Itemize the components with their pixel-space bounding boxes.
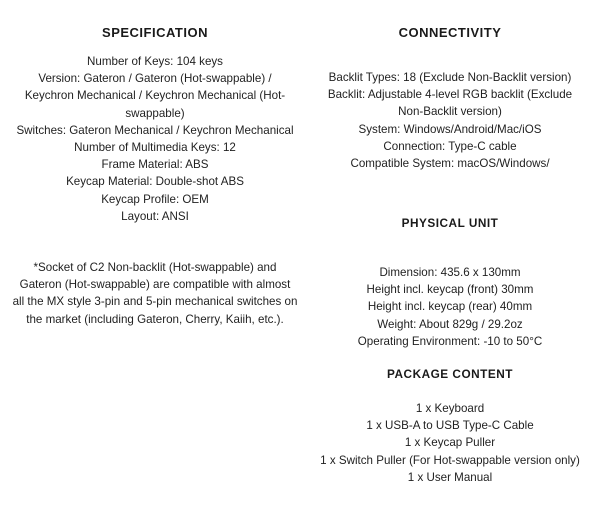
physical-unit-heading: PHYSICAL UNIT [401, 216, 499, 230]
spec-line: Number of Keys: 104 keys [87, 55, 223, 68]
note-line: *Socket of C2 Non-backlit (Hot-swappable) and [33, 261, 277, 274]
package-line: 1 x User Manual [407, 470, 493, 484]
connectivity-line: System: Windows/Android/Mac/iOS [358, 122, 542, 136]
connectivity-heading: CONNECTIVITY [398, 25, 502, 40]
package-content-list [300, 400, 600, 486]
compatibility-note [6, 259, 304, 328]
physical-line: Dimension: 435.6 x 130mm [379, 266, 521, 279]
spec-line: Keycap Profile: OEM [101, 192, 209, 206]
spec-line: Keychron Mechanical / Keychron Mechanical (Hot- [24, 89, 286, 103]
package-line: 1 x Keycap Puller [404, 436, 496, 450]
spec-line: Version: Gateron / Gateron (Hot-swappable) / [38, 72, 272, 86]
specification-section [6, 24, 304, 41]
note-line: all the MX style 3-pin and 5-pin mechanical switches on [12, 295, 298, 309]
specification-list [6, 53, 304, 225]
physical-line: Height incl. keycap (rear) 40mm [367, 300, 533, 314]
spec-line: Keycap Material: Double-shot ABS [66, 175, 244, 189]
physical-line: Operating Environment: -10 to 50°C [357, 334, 543, 348]
spec-line: Number of Multimedia Keys: 12 [74, 141, 236, 155]
physical-line: Height incl. keycap (front) 30mm [366, 283, 534, 297]
package-line: 1 x USB-A to USB Type-C Cable [366, 419, 534, 433]
spec-line: Frame Material: ABS [101, 158, 209, 172]
connectivity-section [300, 24, 600, 41]
spec-line: Layout: ANSI [121, 209, 189, 223]
physical-unit-section [300, 215, 600, 232]
connectivity-line: Backlit Types: 18 (Exclude Non-Backlit version) [328, 71, 572, 84]
package-line: 1 x Keyboard [415, 402, 485, 415]
connectivity-list [300, 69, 600, 172]
package-content-section [300, 366, 600, 383]
package-content-heading: PACKAGE CONTENT [387, 367, 513, 381]
spec-line: Switches: Gateron Mechanical / Keychron Mechanical [16, 123, 294, 137]
connectivity-line: Connection: Type-C cable [383, 139, 517, 153]
physical-unit-list [300, 264, 600, 350]
connectivity-line: Compatible System: macOS/Windows/ [350, 157, 550, 171]
package-line: 1 x Switch Puller (For Hot-swappable version only) [320, 453, 580, 467]
connectivity-line: Backlit: Adjustable 4-level RGB backlit (Exclude [327, 88, 573, 102]
spec-line: swappable) [125, 106, 185, 120]
physical-line: Weight: About 829g / 29.2oz [377, 317, 523, 331]
note-line: Gateron (Hot-swappable) are compatible with almost [19, 278, 291, 292]
note-line: the market (including Gateron, Cherry, Kaiih, etc.). [26, 312, 284, 326]
specification-heading: SPECIFICATION [102, 25, 208, 40]
connectivity-line: Non-Backlit version) [398, 105, 502, 119]
